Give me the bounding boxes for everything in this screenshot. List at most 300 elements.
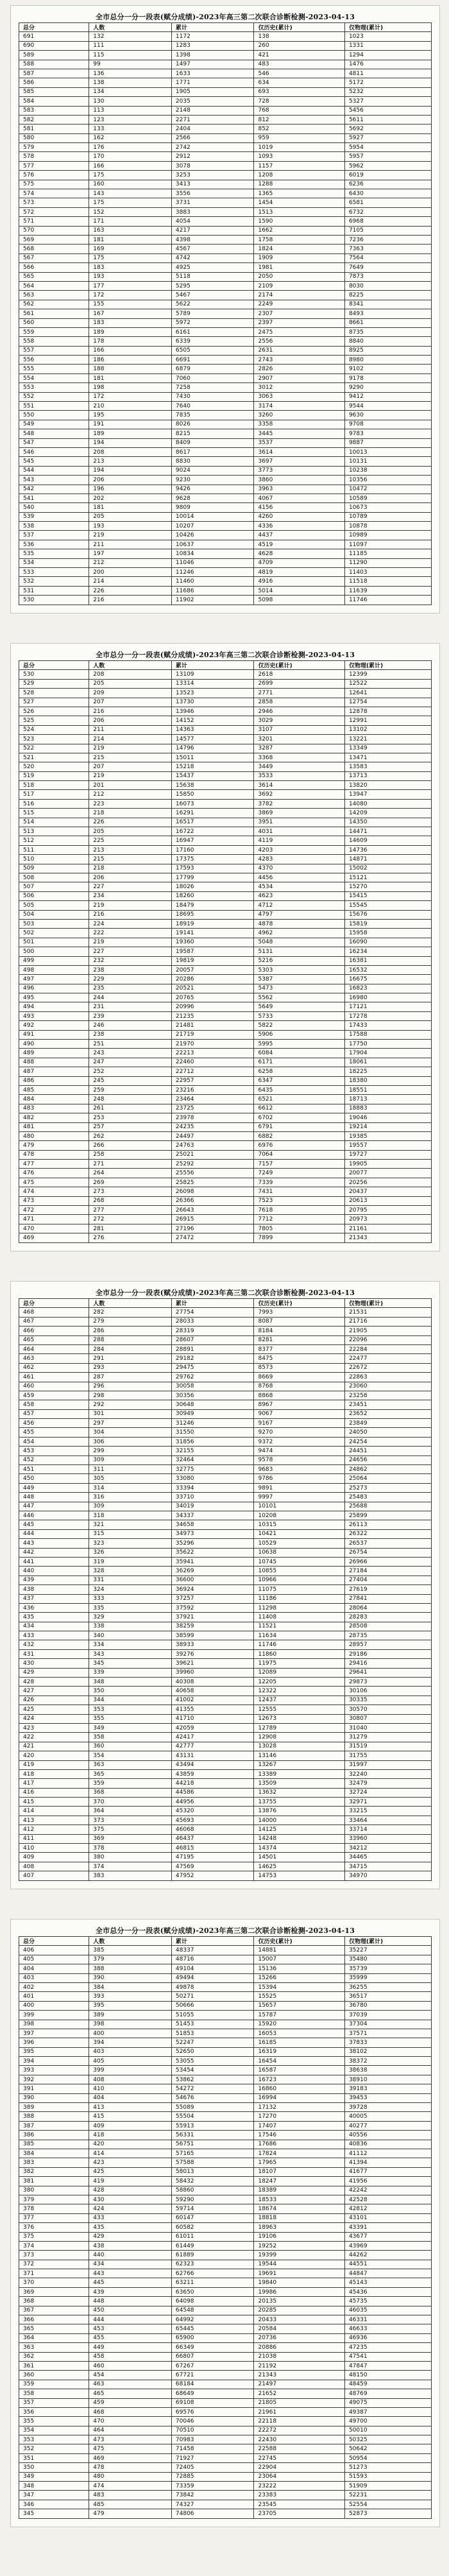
table-cell: 37921 (171, 1613, 254, 1622)
table-cell: 167 (89, 309, 172, 318)
table-cell: 370 (89, 1798, 172, 1807)
table-cell: 41956 (344, 2177, 431, 2186)
table-cell: 195 (89, 411, 172, 420)
table-cell: 359 (89, 1779, 172, 1788)
table-cell: 23216 (171, 1085, 254, 1094)
table-row (19, 2177, 432, 2186)
table-cell: 527 (19, 698, 89, 707)
table-row (19, 60, 432, 69)
table-row (19, 698, 432, 707)
table-cell: 12641 (344, 689, 431, 698)
table-row (19, 2232, 432, 2241)
table-cell: 4156 (254, 503, 344, 512)
table-cell: 3773 (254, 466, 344, 475)
table-row (19, 901, 432, 910)
table-cell: 1633 (171, 69, 254, 78)
table-cell: 13632 (254, 1788, 344, 1797)
table-cell: 68184 (171, 2380, 254, 2389)
table-cell: 539 (19, 512, 89, 521)
table-cell: 29182 (171, 1354, 254, 1363)
table-row (19, 1400, 432, 1409)
table-cell: 6019 (344, 171, 431, 180)
table-cell: 478 (89, 2463, 172, 2472)
table-cell: 959 (254, 133, 344, 142)
table-row (19, 161, 432, 170)
table-cell: 5906 (254, 1030, 344, 1039)
table-cell: 5303 (254, 965, 344, 974)
table-cell: 470 (19, 1224, 89, 1233)
table-cell: 452 (19, 1455, 89, 1464)
table-cell: 181 (89, 503, 172, 512)
table-cell: 37304 (344, 2020, 431, 2029)
table-cell: 16994 (254, 2093, 344, 2102)
table-cell: 69108 (171, 2398, 254, 2407)
table-row (19, 1788, 432, 1797)
table-cell: 11403 (344, 568, 431, 577)
table-cell: 35480 (344, 1955, 431, 1964)
table-cell: 383 (89, 1871, 172, 1880)
table-cell: 9230 (171, 476, 254, 485)
table-cell: 374 (89, 1862, 172, 1871)
table-cell: 8980 (344, 356, 431, 365)
table-cell: 459 (89, 2398, 172, 2407)
table-cell: 406 (19, 1946, 89, 1955)
table-cell: 565 (19, 272, 89, 281)
table-cell: 18963 (254, 2223, 344, 2232)
table-cell: 559 (19, 327, 89, 336)
table-row (19, 522, 432, 531)
table-cell: 46815 (171, 1844, 254, 1853)
table-cell: 30356 (171, 1391, 254, 1400)
table-cell: 33960 (344, 1834, 431, 1843)
table-cell: 45693 (171, 1816, 254, 1825)
table-cell: 271 (89, 1160, 172, 1169)
table-cell: 4623 (254, 891, 344, 900)
table-cell: 201 (89, 781, 172, 790)
table-cell: 47847 (344, 2361, 431, 2370)
table-cell: 16722 (171, 827, 254, 836)
table-cell: 15638 (171, 781, 254, 790)
table-cell: 31246 (171, 1419, 254, 1428)
table-row (19, 1760, 432, 1769)
table-cell: 32240 (344, 1769, 431, 1778)
table-cell: 8661 (344, 318, 431, 327)
table-cell: 189 (89, 429, 172, 438)
table-cell: 61011 (171, 2232, 254, 2241)
table-row (19, 809, 432, 818)
table-cell: 4119 (254, 836, 344, 845)
table-cell: 19106 (254, 2232, 344, 2241)
table-row (19, 1751, 432, 1760)
table-cell: 23383 (254, 2491, 344, 2500)
table-cell: 431 (19, 1649, 89, 1658)
table-cell: 5957 (344, 152, 431, 161)
table-cell: 22745 (254, 2453, 344, 2462)
table-cell: 524 (19, 725, 89, 734)
table-cell: 200 (89, 568, 172, 577)
table-cell: 68649 (171, 2389, 254, 2398)
table-row (19, 891, 432, 900)
table-cell: 226 (89, 818, 172, 827)
table-cell: 319 (89, 1557, 172, 1566)
table-cell: 7523 (254, 1196, 344, 1205)
table-cell: 20286 (171, 975, 254, 984)
table-cell: 409 (19, 1853, 89, 1862)
table-row (19, 2435, 432, 2444)
table-cell: 399 (89, 2066, 172, 2075)
table-cell: 1662 (254, 226, 344, 235)
table-row (19, 2093, 432, 2102)
table-row (19, 540, 432, 549)
table-cell: 570 (19, 226, 89, 235)
table-cell: 20077 (344, 1169, 431, 1178)
table-cell: 12555 (254, 1705, 344, 1714)
table-cell: 409 (89, 2121, 172, 2130)
table-cell: 66807 (171, 2352, 254, 2361)
table-cell: 11186 (254, 1594, 344, 1603)
table-cell: 1909 (254, 253, 344, 262)
table-cell: 6976 (254, 1141, 344, 1150)
table-cell: 11639 (344, 586, 431, 595)
table-cell: 517 (19, 790, 89, 799)
table-cell: 509 (19, 864, 89, 873)
table-cell: 231 (89, 1002, 172, 1011)
table-cell: 27196 (171, 1224, 254, 1233)
table-cell: 58432 (171, 2177, 254, 2186)
table-cell: 28319 (171, 1327, 254, 1335)
table-cell: 9783 (344, 429, 431, 438)
table-cell: 18674 (254, 2204, 344, 2213)
table-cell: 8281 (254, 1335, 344, 1344)
table-cell: 8030 (344, 281, 431, 290)
table-cell: 216 (89, 596, 172, 605)
table-cell: 445 (19, 1520, 89, 1529)
table-cell: 29186 (344, 1649, 431, 1658)
table-cell: 465 (89, 2389, 172, 2398)
table-cell: 23725 (171, 1104, 254, 1113)
table-cell: 493 (19, 1011, 89, 1020)
table-cell: 31755 (344, 1751, 431, 1760)
table-row (19, 1382, 432, 1391)
table-cell: 29873 (344, 1678, 431, 1687)
table-cell: 454 (19, 1437, 89, 1446)
table-cell: 72885 (171, 2472, 254, 2481)
table-cell: 17160 (171, 845, 254, 854)
table-cell: 4534 (254, 882, 344, 891)
table-cell: 444 (89, 2315, 172, 2324)
table-cell: 7339 (254, 1178, 344, 1187)
table-cell: 448 (19, 1493, 89, 1502)
table-cell: 7064 (254, 1150, 344, 1159)
column-header: 仅历史(累计) (254, 1299, 344, 1308)
table-cell: 34212 (344, 1844, 431, 1853)
table-cell: 311 (89, 1465, 172, 1474)
table-cell: 31856 (171, 1437, 254, 1446)
table-row (19, 2407, 432, 2416)
table-cell: 10238 (344, 466, 431, 475)
table-row (19, 1308, 432, 1317)
table-cell: 558 (19, 337, 89, 346)
table-cell: 12754 (344, 698, 431, 707)
table-cell: 469 (19, 1233, 89, 1242)
table-cell: 365 (19, 2324, 89, 2333)
table-cell: 47569 (171, 1862, 254, 1871)
table-cell: 464 (19, 1344, 89, 1353)
table-cell: 459 (19, 1391, 89, 1400)
table-page-4 (10, 1919, 440, 2527)
table-cell: 422 (19, 1733, 89, 1742)
table-cell: 25483 (344, 1493, 431, 1502)
table-cell: 34019 (171, 1502, 254, 1511)
table-cell: 386 (19, 2131, 89, 2140)
table-cell: 19819 (171, 956, 254, 965)
table-cell: 36517 (344, 1992, 431, 2001)
table-cell: 551 (19, 402, 89, 411)
table-cell: 25292 (171, 1160, 254, 1169)
table-cell: 1771 (171, 78, 254, 87)
table-row (19, 133, 432, 142)
table-cell: 17686 (254, 2140, 344, 2149)
table-cell: 463 (19, 1354, 89, 1363)
table-cell: 400 (89, 2029, 172, 2038)
table-cell: 4519 (254, 540, 344, 549)
table-cell: 3963 (254, 485, 344, 494)
table-cell: 55089 (171, 2103, 254, 2112)
table-cell: 464 (89, 2426, 172, 2435)
table-cell: 45436 (344, 2287, 431, 2296)
table-row (19, 2361, 432, 2370)
table-page-2 (10, 643, 440, 1251)
table-cell: 485 (19, 1085, 89, 1094)
table-cell: 20256 (344, 1178, 431, 1187)
table-row (19, 198, 432, 207)
table-cell: 375 (19, 2232, 89, 2241)
table-cell: 349 (19, 2472, 89, 2481)
table-cell: 1172 (171, 32, 254, 41)
table-cell: 5216 (254, 956, 344, 965)
table-cell: 377 (19, 2213, 89, 2222)
table-cell: 561 (19, 309, 89, 318)
table-cell: 10834 (171, 549, 254, 558)
table-cell: 52873 (344, 2509, 431, 2518)
table-cell: 224 (89, 919, 172, 928)
table-cell: 3951 (254, 818, 344, 827)
table-cell: 71458 (171, 2444, 254, 2453)
table-cell: 3012 (254, 383, 344, 392)
table-cell: 11246 (171, 568, 254, 577)
table-cell: 49878 (171, 1982, 254, 1991)
table-cell: 526 (19, 707, 89, 716)
table-cell: 13102 (344, 725, 431, 734)
table-row (19, 1122, 432, 1131)
table-cell: 41355 (171, 1705, 254, 1714)
table-cell: 50010 (344, 2426, 431, 2435)
table-row (19, 744, 432, 753)
table-cell: 253 (89, 1113, 172, 1122)
table-row (19, 1474, 432, 1483)
table-cell: 50666 (171, 2001, 254, 2010)
table-cell: 2035 (171, 97, 254, 106)
table-row (19, 929, 432, 938)
table-cell: 11902 (171, 596, 254, 605)
table-cell: 392 (19, 2075, 89, 2084)
table-cell: 213 (89, 457, 172, 466)
table-cell: 568 (19, 245, 89, 253)
table-cell: 18225 (344, 1067, 431, 1076)
table-cell: 16454 (254, 2057, 344, 2066)
table-cell: 48150 (344, 2371, 431, 2380)
table-cell: 9887 (344, 438, 431, 447)
table-row (19, 2075, 432, 2084)
table-cell: 473 (19, 1196, 89, 1205)
table-row (19, 2112, 432, 2121)
table-row (19, 2500, 432, 2509)
table-row (19, 365, 432, 374)
table-row (19, 51, 432, 60)
table-cell: 545 (19, 457, 89, 466)
table-cell: 548 (19, 429, 89, 438)
table-cell: 693 (254, 87, 344, 96)
table-cell: 1476 (344, 60, 431, 69)
table-cell: 14871 (344, 855, 431, 864)
table-cell: 14363 (171, 725, 254, 734)
table-cell: 9102 (344, 365, 431, 374)
table-cell: 20765 (171, 993, 254, 1002)
table-cell: 375 (89, 1825, 172, 1834)
table-row (19, 2371, 432, 2380)
table-cell: 546 (19, 447, 89, 456)
table-cell: 15136 (254, 1964, 344, 1973)
table-cell: 4709 (254, 558, 344, 567)
table-cell: 385 (89, 1946, 172, 1955)
table-cell: 169 (89, 245, 172, 253)
table-cell: 63211 (171, 2278, 254, 2287)
column-header: 仅物理(累计) (344, 1937, 431, 1946)
table-cell: 1398 (171, 51, 254, 60)
table-cell: 394 (19, 2057, 89, 2066)
table-cell: 193 (89, 272, 172, 281)
table-cell: 691 (19, 32, 89, 41)
table-cell: 49075 (344, 2398, 431, 2407)
table-row (19, 1131, 432, 1140)
table-cell: 48716 (171, 1955, 254, 1964)
table-row (19, 1853, 432, 1862)
table-cell: 432 (19, 1640, 89, 1649)
table-cell: 34337 (171, 1511, 254, 1520)
table-cell: 73359 (171, 2482, 254, 2491)
table-cell: 268 (89, 1196, 172, 1205)
table-cell: 42242 (344, 2186, 431, 2195)
table-cell: 393 (89, 1992, 172, 2001)
table-row (19, 1455, 432, 1464)
table-cell: 15657 (254, 2001, 344, 2010)
table-cell: 51453 (171, 2020, 254, 2029)
table-cell: 15850 (171, 790, 254, 799)
table-cell: 401 (19, 1992, 89, 2001)
table-cell: 8840 (344, 337, 431, 346)
table-cell: 33080 (171, 1474, 254, 1483)
table-cell: 7060 (171, 374, 254, 382)
table-cell: 5172 (344, 78, 431, 87)
table-cell: 13755 (254, 1798, 344, 1807)
table-cell: 21719 (171, 1030, 254, 1039)
column-header: 仅物理(累计) (344, 1299, 431, 1308)
table-cell: 134 (89, 87, 172, 96)
table-row (19, 115, 432, 124)
table-cell: 23060 (344, 1382, 431, 1391)
table-cell: 579 (19, 143, 89, 152)
table-cell: 458 (19, 1400, 89, 1409)
table-cell: 495 (19, 993, 89, 1002)
table-cell: 28033 (171, 1317, 254, 1326)
table-cell: 43391 (344, 2223, 431, 2232)
table-cell: 507 (19, 882, 89, 891)
table-cell: 309 (89, 1455, 172, 1464)
table-cell: 583 (19, 106, 89, 115)
table-cell: 24050 (344, 1428, 431, 1437)
table-cell: 41394 (344, 2158, 431, 2167)
table-row (19, 1095, 432, 1104)
table-cell: 1283 (171, 41, 254, 50)
table-row (19, 1021, 432, 1030)
table-cell: 207 (89, 762, 172, 771)
table-cell: 477 (19, 1160, 89, 1169)
table-cell: 15394 (254, 1982, 344, 1991)
table-cell: 362 (19, 2352, 89, 2361)
table-cell: 9786 (254, 1474, 344, 1483)
table-cell: 24763 (171, 1141, 254, 1150)
table-cell: 4203 (254, 845, 344, 854)
column-header: 总分 (19, 661, 89, 670)
table-cell: 22904 (254, 2463, 344, 2472)
table-cell: 536 (19, 540, 89, 549)
table-cell: 584 (19, 97, 89, 106)
table-cell: 23451 (344, 1400, 431, 1409)
table-cell: 39276 (171, 1649, 254, 1658)
table-cell: 65900 (171, 2333, 254, 2342)
table-row (19, 32, 432, 41)
table-cell: 19385 (344, 1131, 431, 1140)
table-cell: 172 (89, 291, 172, 300)
table-cell: 261 (89, 1104, 172, 1113)
table-cell: 22284 (344, 1344, 431, 1353)
table-cell: 14577 (171, 735, 254, 744)
table-cell: 403 (19, 1973, 89, 1982)
table-cell: 14796 (171, 744, 254, 753)
table-cell: 395 (89, 2001, 172, 2010)
table-row (19, 106, 432, 115)
table-cell: 123 (89, 115, 172, 124)
table-cell: 56331 (171, 2131, 254, 2140)
table-cell: 4283 (254, 855, 344, 864)
table-row (19, 420, 432, 429)
table-cell: 244 (89, 993, 172, 1002)
table-cell: 10878 (344, 522, 431, 531)
table-row (19, 577, 432, 586)
table-cell: 529 (19, 679, 89, 688)
table-cell: 373 (89, 1816, 172, 1825)
table-cell: 35739 (344, 1964, 431, 1973)
table-cell: 27841 (344, 1594, 431, 1603)
table-cell: 291 (89, 1354, 172, 1363)
table-cell: 370 (19, 2278, 89, 2287)
table-cell: 552 (19, 392, 89, 401)
table-cell: 358 (89, 1733, 172, 1742)
table-row (19, 2020, 432, 2029)
table-cell: 1454 (254, 198, 344, 207)
column-header: 累计 (171, 1937, 254, 1946)
table-cell: 72405 (171, 2463, 254, 2472)
